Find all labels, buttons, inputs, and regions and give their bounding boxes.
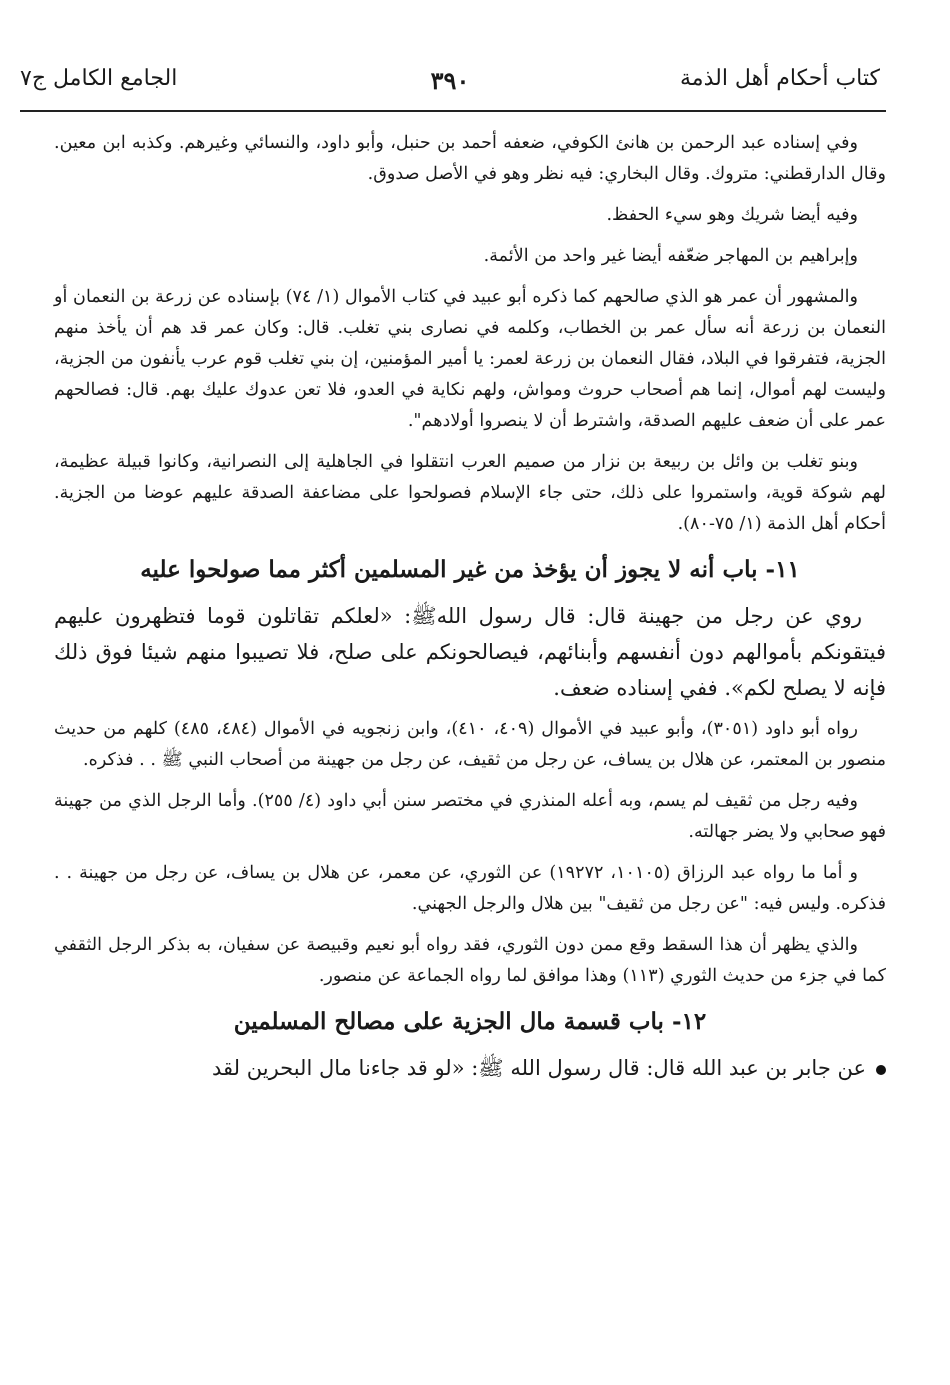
- bullet-icon: [876, 1065, 886, 1075]
- section-11-paragraph-1: رواه أبو داود (٣٠٥١)، وأبو عبيد في الأموال (٤٠٩، ٤١٠)، وابن زنجويه في الأموال (٤٨٤، ٤٨٥) كلهم من حديث منصور بن المعتمر، عن هلال بن يساف، عن رجل من ثقيف، عن رجل من جهينة من أصحاب النبي ﷺ . . فذكره.: [54, 719, 886, 770]
- section-11-paragraph-2: وفيه رجل من ثقيف لم يسم، وبه أعله المنذري في مختصر سنن أبي داود (٤/ ٢٥٥). وأما الرجل الذي من جهينة فهو صحابي ولا يضر جهالته.: [54, 791, 886, 842]
- series-title: الجامع الكامل ج٧: [20, 66, 178, 91]
- page-body: [54, 128, 886, 1086]
- page-number: ٣٩٠: [430, 66, 470, 95]
- section-12-hadith-text: عن جابر بن عبد الله قال: قال رسول الله ﷺ: «لو قد جاءنا مال البحرين لقد: [212, 1056, 866, 1080]
- section-12-hadith: [54, 1050, 886, 1086]
- section-11-paragraph-3: و أما ما رواه عبد الرزاق (١٠١٠٥، ١٩٢٧٢) عن الثوري، عن معمر، عن هلال بن يساف، عن رجل من جهينة . . فذكره. وليس فيه: "عن رجل من ثقيف" بين هلال والرجل الجهني.: [54, 863, 886, 914]
- header-divider: [20, 110, 886, 112]
- paragraph-1: وفي إسناده عبد الرحمن بن هانئ الكوفي، ضعفه أحمد بن حنبل، وأبو داود، والنسائي وغيرهم. وكذبه ابن معين. وقال الدارقطني: متروك. وقال البخاري: فيه نظر وهو في الأصل صدوق.: [54, 133, 886, 184]
- paragraph-5: وبنو تغلب بن وائل بن ربيعة بن نزار من صميم العرب انتقلوا في الجاهلية إلى النصرانية، وكانوا قبيلة عظيمة، لهم شوكة قوية، واستمروا على ذلك، حتى جاء الإسلام فصولحوا على مضاعفة الصدقة عليهم عوضا من الجزية. أحكام أهل الذمة (١/ ٧٥-٨٠).: [54, 452, 886, 534]
- section-11-hadith: روي عن رجل من جهينة قال: قال رسول اللهﷺ: «لعلكم تقاتلون قوما فتظهرون عليهم فيتقونكم بأموالهم دون أنفسهم وأبنائهم، فيصالحونكم على صلح، فلا تصيبوا منهم شيئا فوق ذلك فإنه لا يصلح لكم». ففي إسناده ضعف.: [54, 604, 886, 700]
- section-12-heading: ١٢- باب قسمة مال الجزية على مصالح المسلمين: [233, 1008, 707, 1035]
- section-11-paragraph-4: والذي يظهر أن هذا السقط وقع ممن دون الثوري، فقد رواه أبو نعيم وقبيصة عن سفيان، به بذكر الرجل الثقفي كما في جزء من حديث الثوري (١١٣) وهذا موافق لما رواه الجماعة عن منصور.: [54, 935, 886, 986]
- paragraph-4: والمشهور أن عمر هو الذي صالحهم كما ذكره أبو عبيد في كتاب الأموال (١/ ٧٤) بإسناده عن زرعة بن النعمان أو النعمان بن زرعة أنه سأل عمر بن الخطاب، وكلمه في نصارى بني تغلب. قال: وكان عمر قد هم أن يأخذ منهم الجزية، فتفرقوا في البلاد، فقال النعمان بن زرعة لعمر: يا أمير المؤمنين، إن بني تغلب قوم عرب يأنفون من الجزية، وليست لهم أموال، إنما هم أصحاب حروث ومواش، ولهم نكاية في العدو، فلا تعن عدوك عليك بهم. قال: فصالحهم عمر على أن ضعف عليهم الصدقة، واشترط أن لا ينصروا أولادهم".: [54, 287, 886, 431]
- section-11-heading: ١١- باب أنه لا يجوز أن يؤخذ من غير المسلمين أكثر مما صولحوا عليه: [140, 556, 800, 583]
- paragraph-2: وفيه أيضا شريك وهو سيء الحفظ.: [606, 205, 858, 225]
- page-header: [20, 66, 880, 106]
- paragraph-3: وإبراهيم بن المهاجر ضعّفه أيضا غير واحد من الأئمة.: [483, 246, 858, 266]
- book-title: كتاب أحكام أهل الذمة: [679, 66, 880, 91]
